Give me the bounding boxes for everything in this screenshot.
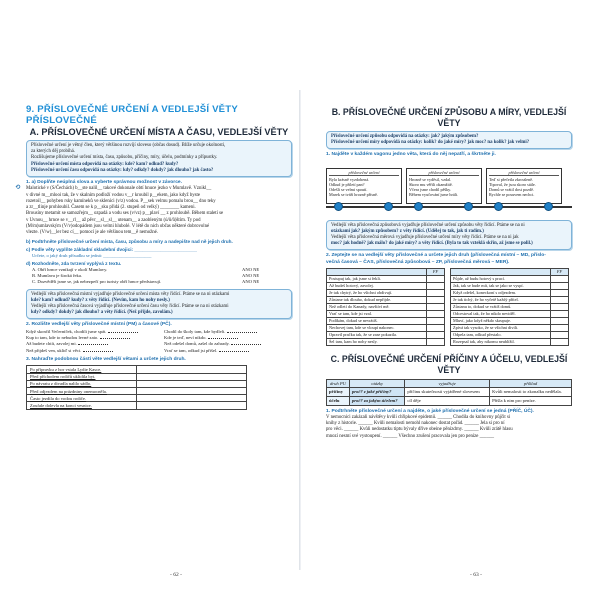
table-row	[27, 373, 247, 380]
def-line: kde? kam? odkud? kudy? z věty řídící. (Nevím, kam ho nohy nesly.)	[31, 297, 170, 303]
task-1d: d) Rozhodněte, zda tvrzení vyplývá z textu.	[26, 260, 122, 266]
grid-right: FF Půjde, až budu hotový s prací. Jak, tak se bude mít, tak se jako se vyspí. Když odešel, koneckoní s odjezdem. Je tak tichý, že ho vyčetě každý přítel. Zůstanu to, dokud se vrátíš domů. Odcestoval tak, že ho nikdo neviděl. Mluví, jako když někdo skrupuje. Zpívá tak vysoko, že se všichni divili. Odpela tam, odkud přestalo. Rozepsal tak, aby nikomu neublížil.	[450, 268, 569, 346]
sentence[interactable]: Než odešel domů, zašel do zahrady.	[164, 341, 292, 347]
answer-cell[interactable]	[427, 317, 445, 324]
answer-cell[interactable]	[427, 324, 445, 331]
tf-statement: C. Dozvěděli jsme se, jak nebezpečí pro turisty obří hrnce představují.	[32, 278, 162, 284]
wheel-icon	[384, 202, 393, 211]
wheel-icon	[334, 202, 343, 211]
answer-cell[interactable]	[551, 303, 569, 310]
cause-purpose-table	[326, 379, 572, 406]
task-3-table	[26, 365, 247, 409]
def-line: za kterých děj probíhá.	[31, 149, 75, 155]
task-2-right	[164, 329, 292, 355]
table-row: účelu proč? za jakým účelem? cíl děje Přišla k nim pro peníze.	[327, 397, 572, 406]
wagon-line[interactable]: Odešli se velmi spoutí.	[329, 186, 368, 192]
audio-icon: ⟲	[15, 183, 21, 191]
task-1c-prompt: Určete, o jaký druh přísudku se jedná: _____________________	[32, 252, 152, 258]
answer-cell[interactable]	[427, 338, 445, 345]
table-header: vyjadřuje	[405, 379, 490, 388]
wagon-line[interactable]: Rychle se posuvem nechci.	[489, 191, 535, 197]
answer-cell[interactable]	[427, 331, 445, 338]
answer-cell[interactable]	[427, 296, 445, 303]
answer-cell[interactable]	[427, 310, 445, 317]
task-1-heading: 1. Najděte v každém vagonu jedno věta, která do něj nepatří, a škrtněte ji.	[326, 152, 496, 158]
answer-cell[interactable]	[551, 289, 569, 296]
task-2-columns	[26, 329, 292, 355]
answer-cell[interactable]	[551, 275, 569, 282]
sentence[interactable]: Vrať se tam, odkud jsi přišel.	[164, 348, 292, 354]
table-cell: Zoufale dolevla na konci vesnice.	[27, 402, 137, 409]
wagon-line[interactable]: Byla krásně vyzdobená.	[329, 176, 370, 182]
text-line: Brousíny metamit se samozřejm__ ozpadá a vodu ses (v/vz) p__plaví __ z prohloubě. Během staletí se	[26, 211, 224, 217]
table-cell: Často jezdila do vodou rodiče.	[27, 395, 137, 402]
answer-cell[interactable]	[137, 402, 247, 409]
text-line: v Uvnou__ hrnce se v__rl__ až pěvr__sl__sl__ utenam__ a zaobleným (ú/ů/ů)štím. Ty pod	[26, 217, 201, 223]
page-number: - 62 -	[170, 572, 182, 578]
answer-cell[interactable]	[427, 275, 445, 282]
text-line: rozetoil__ pohyben rsky kamíneků ve skleníci (v/z) vodou. P__sek velmu pomalu brou__ dno teky	[26, 198, 216, 204]
wheel-icon	[544, 202, 553, 211]
task-2-heading: 2. Zeptejte se na vedlejší věty příslovečné a určete jejich druh (příslovečná místní – MD, příslo-	[326, 253, 546, 259]
tf-statement: A. Obří hrnce vznikají v okolí Mumlavy.	[32, 266, 108, 272]
text-line: Malotické v (S/Čechách) b__ste nalil__ takové dokonale obtí hnuce jezko v Mumlavě. Vznikl__	[26, 186, 212, 192]
task-2-grids	[326, 268, 572, 346]
table-cell: Před odjezdem na prázdniny onemocněla.	[27, 388, 137, 395]
def-line: Vedlejší věta příslovečná způsobová vyjadřuje příslovečné určení způsobu věty řídící. Ptáme se na ni	[331, 222, 525, 228]
wagon-line[interactable]: Odkud je přiletí pan?	[329, 181, 365, 187]
wagon-line[interactable]: Tipoval, že jsou skoro stále.	[489, 181, 536, 187]
wagon[interactable]	[486, 168, 562, 204]
def-line: Příslovečné určení způsobu odpovídá na otázky: jak? jakým způsobem?	[331, 134, 479, 139]
text-line[interactable]: V nemocnici zakázali návštěvy kvůli chřipkové epidemii. ______ Chodila do knihovny půjčit si	[326, 414, 511, 420]
section-c-title: C. PŘÍSLOVEČNÉ URČENÍ PŘÍČINY A ÚČELU, VEDLEJŠÍ VĚTY	[330, 353, 568, 375]
wagon-spacer	[566, 168, 572, 204]
wheel-icon	[494, 202, 503, 211]
answer-cell[interactable]	[551, 324, 569, 331]
text-line: v divné m__mlooi tak, že v skalním podloží vodou v__r kroubil p__ekem, jako když byste	[26, 192, 200, 198]
wagon-line[interactable]: Během vyučování jsme hráli.	[409, 191, 459, 197]
chapter-title: 9. PŘÍSLOVEČNÉ URČENÍ A VEDLEJŠÍ VĚTY PŘÍSLOVEČNÉ	[26, 104, 238, 126]
tf-item[interactable]	[32, 279, 292, 285]
task-1b: b) Podtrhněte příslovečné určení místa, času, způsobu a míry a nadepište nad ně jejich druh.	[26, 238, 233, 244]
def-line: kdy? odkdy? dokdy? jak dlouho? a věty řídící. (Než přijde, zavolám.)	[31, 310, 173, 316]
page-number: - 63 -	[470, 572, 482, 578]
def-line: moc? jak hodně? jak málo? do jaké míry? a věty řídící. (Byla to tak vzteklá skřín, až jsme se polil.)	[331, 241, 533, 247]
table-header: příklad	[490, 379, 572, 388]
def-line: otázkami jak? jakým způsobem? z věty řídící. (Udělej to tak, jak ti radím.)	[331, 228, 484, 234]
true-false-list	[26, 267, 292, 285]
wagon-line[interactable]: Včera jsme chodil pěšky.	[409, 186, 452, 192]
definition-box-clauses	[26, 289, 292, 320]
table-header: otázky	[349, 379, 404, 388]
answer-cell[interactable]	[551, 317, 569, 324]
sentence[interactable]: Než přijdeš ven, ukliď si věci.	[26, 348, 154, 354]
answer-cell[interactable]	[551, 282, 569, 289]
wagon-line[interactable]: Skoro mu věřili okamžitě.	[409, 181, 453, 187]
sentence[interactable]: Až budete chtít, zavolej mi.	[26, 341, 154, 347]
def-line: Vedlejší věta příslovečná časová vyjadřuje příslovečné určení času věty řídící. Ptáme se na ni otázkami	[31, 304, 229, 309]
wagon-title: příslovečné určení	[489, 170, 559, 176]
text-line[interactable]: knihy z historie. ______ Kvůli nemalosti nemohl nakonec dostat pořád. ______ Jela si pro ní	[326, 421, 505, 427]
task-2-left	[26, 329, 154, 355]
wagon-title: příslovečné určení	[329, 170, 399, 176]
answer-cell[interactable]	[551, 296, 569, 303]
answer-cell[interactable]	[551, 338, 569, 345]
wheel-icon	[414, 202, 423, 211]
tf-options[interactable]: ANO NE	[242, 272, 260, 278]
def-line: Vedlejší věta příslovečná místní vyjadřuje příslovečné určení místa věty řídící. Ptáme se na ni otázkami	[31, 291, 230, 297]
wagon-line[interactable]: Teď si přečetla zkroušeně.	[489, 176, 534, 182]
task-3-heading: 3. Nahraďte podobnou částí věte vedlejší větami a určete jejich druh.	[26, 357, 186, 363]
def-line: Příslovečné určení je větný člen, který většinou rozvíjí sloveso (občas dosud). Blíže určuje okolnosti,	[31, 143, 226, 148]
task-c1-heading: 1. Podtrhněte příslovečné určení a najděte, o jaké příslovečné určení se jedná (PŘÍČ, ÚČ).	[326, 408, 534, 414]
def-line: Vedlejší věta příslovečná měrová vyjadřuje příslovečné určení míry věty řídící. Ptáme se na ni jak	[331, 235, 519, 241]
wheel-icon	[464, 202, 473, 211]
table-cell: Před příchodem rodičů uklidila byt.	[27, 373, 137, 380]
def-line: Příslovečné určení míry odpovídá na otázky: kolik? do jaké míry? jak moc? na kolik? jak velmi?	[331, 140, 530, 146]
wagon-title: příslovečné určení	[409, 170, 479, 176]
wagon-line[interactable]: Hrozně se vyděsil, vzdal.	[409, 176, 452, 182]
train-illustration	[326, 162, 572, 218]
task-2-heading: 2. Rozlište vedlejší věty příslovečné místní (PM) a časové (PČ).	[26, 322, 172, 328]
table-row: příčiny proč? z jaké příčiny? příčinu skutečnosti vyjádřené slovesem Kvůli nemalosti to zkonalku nedělala.	[327, 388, 572, 397]
definition-box-place-time	[26, 140, 292, 177]
task-c1-text	[326, 415, 572, 440]
text-line[interactable]: pro věci. ______ Kvůli nedostatku tiptu bývaly dříve obeine pěnízdrny. ______ Kvůli zrátě hlasu	[326, 427, 513, 433]
page-63	[300, 0, 600, 600]
answer-cell[interactable]	[427, 289, 445, 296]
wagon-line[interactable]: Marek se tváří hrozně přísně.	[329, 191, 378, 197]
answer-cell[interactable]	[551, 331, 569, 338]
section-b-title: B. PŘÍSLOVEČNÉ URČENÍ ZPŮSOBU A MÍRY, VEDLEJŠÍ VĚTY	[331, 107, 567, 128]
sentence[interactable]: Kde je teď, neví nikdo.	[164, 335, 292, 341]
table-row	[27, 388, 247, 395]
wagon-line[interactable]: Domů se vrátil dost pozdě.	[489, 186, 535, 192]
text-line[interactable]: mnozí nesmí své vystoupení. ______ Všechno zrušení pracovala jen pro peníze ______	[326, 433, 495, 439]
answer-cell[interactable]	[427, 282, 445, 289]
table-cell: Po návratu z divadla nalilo sádlo.	[27, 380, 137, 387]
table-row	[27, 380, 247, 387]
answer-cell[interactable]	[137, 366, 247, 373]
table-cell: Po přípravku z hor vstala Lydie Kasce.	[27, 366, 137, 373]
answer-cell[interactable]	[427, 303, 445, 310]
tf-statement: B. Mumlava je široká řeka.	[32, 272, 83, 278]
table-row	[27, 395, 247, 402]
definition-box-manner-clauses	[326, 220, 572, 251]
table-header: druh PU	[327, 379, 350, 388]
wagon[interactable]	[406, 168, 482, 204]
task-1-heading: 1. a) Doplňte neúplná slova a vyberte správnou možnost v závorce.	[26, 180, 183, 186]
tf-options[interactable]: ANO NE	[242, 278, 260, 284]
def-line: Rozlišujeme příslovečné určení místa, času, způsobu, příčiny, míry, účelu, podmínky a přípustky.	[31, 155, 218, 161]
task-2-heading-cont: večná časová – ČAS, příslovečná způsobová – ZP, příslovečná měrová – MER).	[326, 259, 510, 265]
answer-cell[interactable]	[551, 310, 569, 317]
wagon[interactable]	[326, 168, 402, 204]
sentence[interactable]: Když skončil Večerníček, chodili jsme spát.	[26, 329, 154, 335]
task-1-text	[26, 186, 292, 236]
answer-cell[interactable]	[137, 388, 247, 395]
rail	[326, 206, 572, 208]
answer-cell[interactable]	[137, 380, 247, 387]
tf-options[interactable]: ANO NE	[242, 266, 260, 272]
sentence[interactable]: Chodil do školy tam, kde bydleli.	[164, 329, 292, 335]
task-1c: c) Podle věty vyplňte základní skladební dvojici: ________________________	[26, 246, 197, 252]
definition-box-manner	[326, 131, 572, 149]
table-row	[27, 402, 247, 409]
text-line: vlezte. (V/w)__ler bez cí__ pomocí je ale většinou tem__ě nemožné.	[26, 230, 158, 236]
text-line: (M/m)umlavským (V/v)odopádem jsou velmi hlubolé. V létě do nich občas některé dobrovolné	[26, 224, 210, 229]
section-a-title: A. PŘÍSLOVEČNÉ URČENÍ MÍSTA A ČASU, VEDLEJŠÍ VĚTY	[29, 127, 289, 137]
answer-cell[interactable]	[137, 395, 247, 402]
answer-cell[interactable]	[137, 373, 247, 380]
text-line: a zr__tlinje prohloubil. Časem se k p__sku přidá (2. stupeň od velký) ________ kameni.	[26, 205, 196, 211]
table-row	[27, 366, 247, 373]
def-line: Příslovečné určení času odpovídá na otázky: kdy? odkdy? dokdy? jak dlouho? jak často?	[31, 167, 214, 173]
sentence[interactable]: Kup to tam, kde to nebudou levné zato.	[26, 335, 154, 341]
def-line: Příslovečné určení místa odpovídá na otázky: kde? kam? odkud? kudy?	[31, 161, 179, 167]
grid-left: FF Postupuj tak, jak jsme si řekli. Až budeš hotový, zavolej. Je tak chytrý, že ho všichni obdivují. Zůstane tak dlouho, dokud nepřijde. Než odletí do Kanady, navštíví mě. Vrať se tam, kde jsi vzal. Podíkám, dokud se nevrátíš. Nechovej tam, kde se vloupí nakonec. Opravil pračku tak, že se zase pokazila. Šel tam, kam ho nohy nesly.	[326, 268, 445, 346]
